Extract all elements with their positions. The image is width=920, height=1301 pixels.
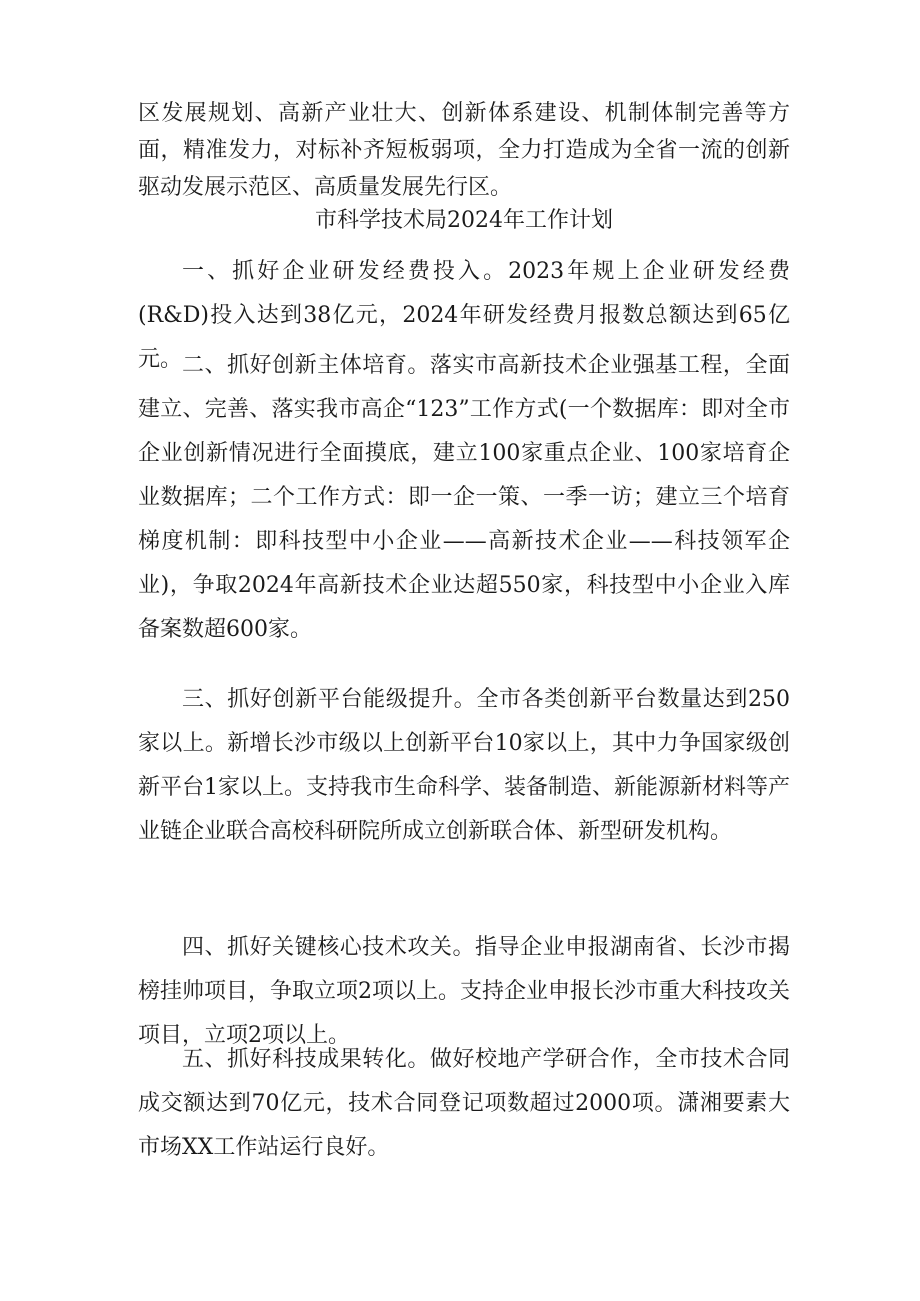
paragraph-rd-investment: 一、抓好企业研发经费投入。2023年规上企业研发经费(R&D)投入达到38亿元，2024年研发经费月报数总额达到65亿元。 xyxy=(138,259,790,372)
intro-paragraph: 区发展规划、高新产业壮大、创新体系建设、机制体制完善等方面，精准发力，对标补齐短板弱项，全力打造成为全省一流的创新驱动发展示范区、高质量发展先行区。 xyxy=(138,101,790,200)
paragraph-core-technology: 四、抓好关键核心技术攻关。指导企业申报湖南省、长沙市揭榜挂帅项目，争取立项2项以上。支持企业申报长沙市重大科技攻关项目，立项2项以上。 xyxy=(138,935,790,1048)
document-title: 市科学技术局2024年工作计划 xyxy=(315,208,613,233)
paragraph-tech-transfer: 五、抓好科技成果转化。做好校地产学研合作，全市技术合同成交额达到70亿元，技术合同登记项数超过2000项。潇湘要素大市场XX工作站运行良好。 xyxy=(138,1047,790,1160)
paragraph-innovation-platforms: 三、抓好创新平台能级提升。全市各类创新平台数量达到250家以上。新增长沙市级以上创新平台10家以上，其中力争国家级创新平台1家以上。支持我市生命科学、装备制造、新能源新材料等产业链企业联合高校科研院所成立创新联合体、新型研发机构。 xyxy=(138,687,790,844)
paragraph-innovation-entities: 二、抓好创新主体培育。落实市高新技术企业强基工程，全面建立、完善、落实我市高企“123”工作方式(一个数据库：即对全市企业创新情况进行全面摸底，建立100家重点企业、100家培育企业数据库；二个工作方式：即一企一策、一季一访；建立三个培育梯度机制：即科技型中小企业——高新技术企业——科技领军企业)，争取2024年高新技术企业达超550家，科技型中小企业入库备案数超600家。 xyxy=(138,353,790,642)
